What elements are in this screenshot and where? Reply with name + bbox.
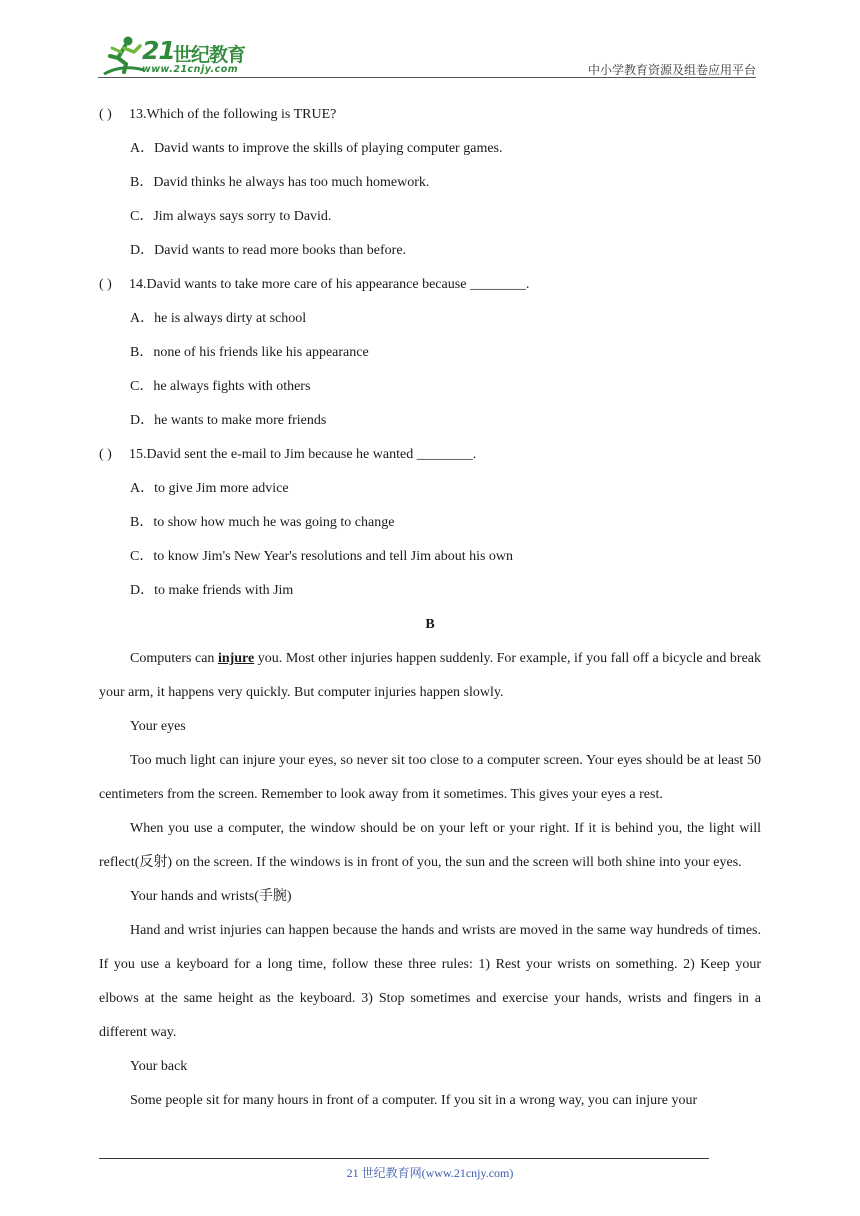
- footer-text: 21 世纪教育网(www.21cnjy.com): [346, 1166, 514, 1180]
- option-d: D．to make friends with Jim: [130, 583, 294, 598]
- option-c: C．Jim always says sorry to David.: [130, 209, 332, 224]
- option-b: B．to show how much he was going to change: [130, 515, 395, 530]
- logo-url: www.21cnjy.com: [142, 64, 239, 75]
- question-15: [99, 438, 761, 472]
- paragraph-eyes-2: When you use a computer, the window should be on your left or your right. If it is behind you, the light will reflect(反射) on the screen. If the windows is in front of you, the sun and the screen will both shine into your eyes.: [99, 821, 761, 870]
- option-d: D．David wants to read more books than before.: [130, 243, 407, 258]
- option-a: A．to give Jim more advice: [130, 481, 289, 496]
- option-c: C．to know Jim's New Year's resolutions and tell Jim about his own: [130, 549, 514, 564]
- paragraph-hands: Hand and wrist injuries can happen because the hands and wrists are moved in the same way hundreds of times. If you use a keyboard for a long time, follow these three rules: 1) Rest your wrists on something. 2) Keep your elbows at the same height as the keyboard. 3) Stop sometimes and exercise your hands, wrists and fingers in a different way.: [99, 923, 761, 1040]
- page-header: [98, 34, 756, 80]
- header-divider: [98, 77, 756, 78]
- logo-title: 世纪教育: [173, 44, 246, 66]
- logo: [98, 34, 268, 76]
- answer-blank[interactable]: ( ): [99, 277, 112, 292]
- subheading-eyes: Your eyes: [130, 719, 186, 734]
- answer-blank[interactable]: ( ): [99, 107, 112, 122]
- text-run: you. Most other injuries happen suddenly. For example, if you fall off a bicycle and break your arm, it happens very quickly. But computer injuries happen slowly.: [99, 651, 761, 700]
- option-b: B．David thinks he always has too much homework.: [130, 175, 430, 190]
- paragraph-eyes-1: Too much light can injure your eyes, so never sit too close to a computer screen. Your eyes should be at least 50 centimeters from the screen. Remember to look away from it sometimes. This gives your eyes a rest.: [99, 753, 761, 802]
- option-b: B．none of his friends like his appearance: [130, 345, 369, 360]
- option-a: A．he is always dirty at school: [130, 311, 307, 326]
- subheading-hands: Your hands and wrists(手腕): [130, 889, 292, 904]
- question-13: [99, 98, 761, 132]
- paragraph-back: Some people sit for many hours in front of a computer. If you sit in a wrong way, you can injure your: [130, 1093, 698, 1108]
- option-d: D．he wants to make more friends: [130, 413, 327, 428]
- question-stem: 15.David sent the e-mail to Jim because he wanted ________.: [129, 447, 477, 462]
- subheading-back: Your back: [130, 1059, 188, 1074]
- keyword-injure: injure: [217, 651, 255, 666]
- question-14: [99, 268, 761, 302]
- logo-number: 21: [142, 36, 175, 65]
- question-stem: 13.Which of the following is TRUE?: [129, 107, 337, 122]
- runner-logo-icon: [98, 34, 146, 76]
- platform-name: 中小学教育资源及组卷应用平台: [587, 63, 756, 77]
- answer-blank[interactable]: ( ): [99, 447, 112, 462]
- document-body: [99, 98, 761, 1118]
- footer-divider: [99, 1158, 709, 1159]
- text-run: Computers can: [130, 651, 218, 666]
- option-c: C．he always fights with others: [130, 379, 311, 394]
- section-heading-b: B: [425, 617, 435, 632]
- option-a: A．David wants to improve the skills of playing computer games.: [130, 141, 503, 156]
- paragraph-intro: [99, 642, 761, 710]
- question-stem: 14.David wants to take more care of his appearance because ________.: [129, 277, 530, 292]
